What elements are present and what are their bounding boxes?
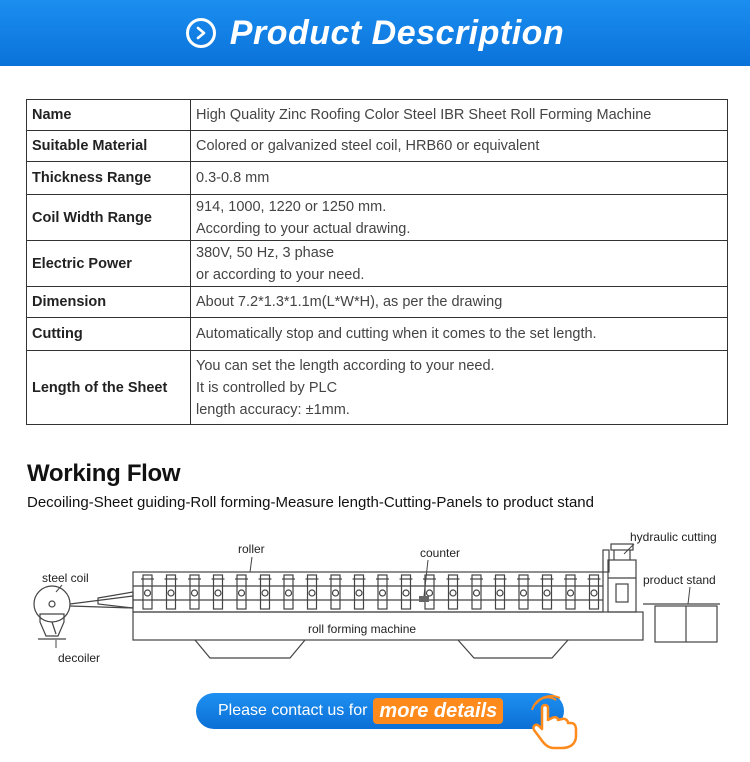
production-line-diagram: [0, 520, 750, 680]
header-banner: [0, 0, 750, 66]
roll-forming-machine-drawing: [133, 572, 643, 658]
spec-value-line: 380V, 50 Hz, 3 phase: [196, 244, 335, 261]
spec-value-line: High Quality Zinc Roofing Color Steel IBR Sheet Roll Forming Machine: [196, 107, 652, 123]
spec-value: [191, 131, 728, 162]
roller-stand: [588, 575, 601, 609]
roller-stand: [306, 575, 319, 609]
roller-stand: [517, 575, 530, 609]
decoiler-label: decoiler: [58, 651, 101, 665]
spec-label: Suitable Material: [27, 131, 191, 162]
spec-row: [27, 162, 728, 195]
contact-us-button[interactable]: [196, 693, 564, 729]
spec-row: [27, 195, 728, 241]
contact-text: Please contact us for: [218, 702, 368, 719]
spec-row: [27, 351, 728, 425]
spec-table: [26, 99, 728, 425]
roll-forming-machine-label: roll forming machine: [308, 622, 417, 636]
spec-row: [27, 287, 728, 318]
roller-stand: [141, 575, 154, 609]
spec-label: Dimension: [27, 287, 191, 318]
roller-stand: [470, 575, 483, 609]
pointing-hand-icon: [526, 694, 582, 750]
spec-value: [191, 318, 728, 351]
spec-row: [27, 131, 728, 162]
steel-coil-label: steel coil: [42, 571, 89, 585]
hydraulic-cutting-drawing: [603, 544, 636, 612]
working-flow-title: Working Flow: [27, 460, 181, 487]
roller-stand: [188, 575, 201, 609]
spec-label: Length of the Sheet: [27, 351, 191, 425]
spec-label: Cutting: [27, 318, 191, 351]
spec-value-line: 0.3-0.8 mm: [196, 170, 270, 186]
roller-stand: [282, 575, 295, 609]
spec-value-line: length accuracy: ±1mm.: [196, 401, 350, 418]
spec-row: [27, 318, 728, 351]
counter-label: counter: [420, 546, 461, 560]
product-stand-drawing: [643, 604, 720, 642]
roller-stand: [212, 575, 225, 609]
spec-value: [191, 195, 728, 241]
spec-label: Electric Power: [27, 241, 191, 287]
roller-stand: [423, 575, 436, 609]
hydraulic-cutting-label: hydraulic cutting: [630, 530, 717, 544]
spec-value-line: 914, 1000, 1220 or 1250 mm.: [196, 198, 387, 215]
spec-value-line: Colored or galvanized steel coil, HRB60 or equivalent: [196, 138, 540, 154]
roller-stand: [235, 575, 248, 609]
roller-stand: [541, 575, 554, 609]
more-details-link[interactable]: more details: [373, 698, 503, 724]
spec-value-line: Automatically stop and cutting when it comes to the set length.: [196, 326, 597, 342]
roller-stand: [165, 575, 178, 609]
spec-value: [191, 162, 728, 195]
spec-value: [191, 351, 728, 425]
spec-row: [27, 241, 728, 287]
roller-stand: [259, 575, 272, 609]
roller-stand: [329, 575, 342, 609]
spec-label: Thickness Range: [27, 162, 191, 195]
roller-stand: [400, 575, 413, 609]
roller-stand: [447, 575, 460, 609]
spec-value-line: It is controlled by PLC: [196, 379, 338, 396]
roller-stand: [494, 575, 507, 609]
chevron-right-circle-icon: [186, 18, 216, 48]
roller-label: roller: [238, 542, 265, 556]
spec-label: Coil Width Range: [27, 195, 191, 241]
working-flow-description: Decoiling-Sheet guiding-Roll forming-Measure length-Cutting-Panels to product stand: [27, 494, 594, 511]
spec-value: [191, 100, 728, 131]
spec-value-line: According to your actual drawing.: [196, 220, 411, 237]
spec-value: [191, 287, 728, 318]
page-title: Product Description: [229, 13, 565, 52]
spec-label: Name: [27, 100, 191, 131]
roller-stand: [564, 575, 577, 609]
spec-value-line: You can set the length according to your need.: [196, 357, 495, 374]
product-stand-label: product stand: [643, 573, 716, 587]
spec-value: [191, 241, 728, 287]
roller-stand: [353, 575, 366, 609]
spec-value-line: About 7.2*1.3*1.1m(L*W*H), as per the drawing: [196, 294, 503, 310]
spec-value-line: or according to your need.: [196, 266, 365, 283]
spec-row: [27, 100, 728, 131]
roller-stand: [376, 575, 389, 609]
